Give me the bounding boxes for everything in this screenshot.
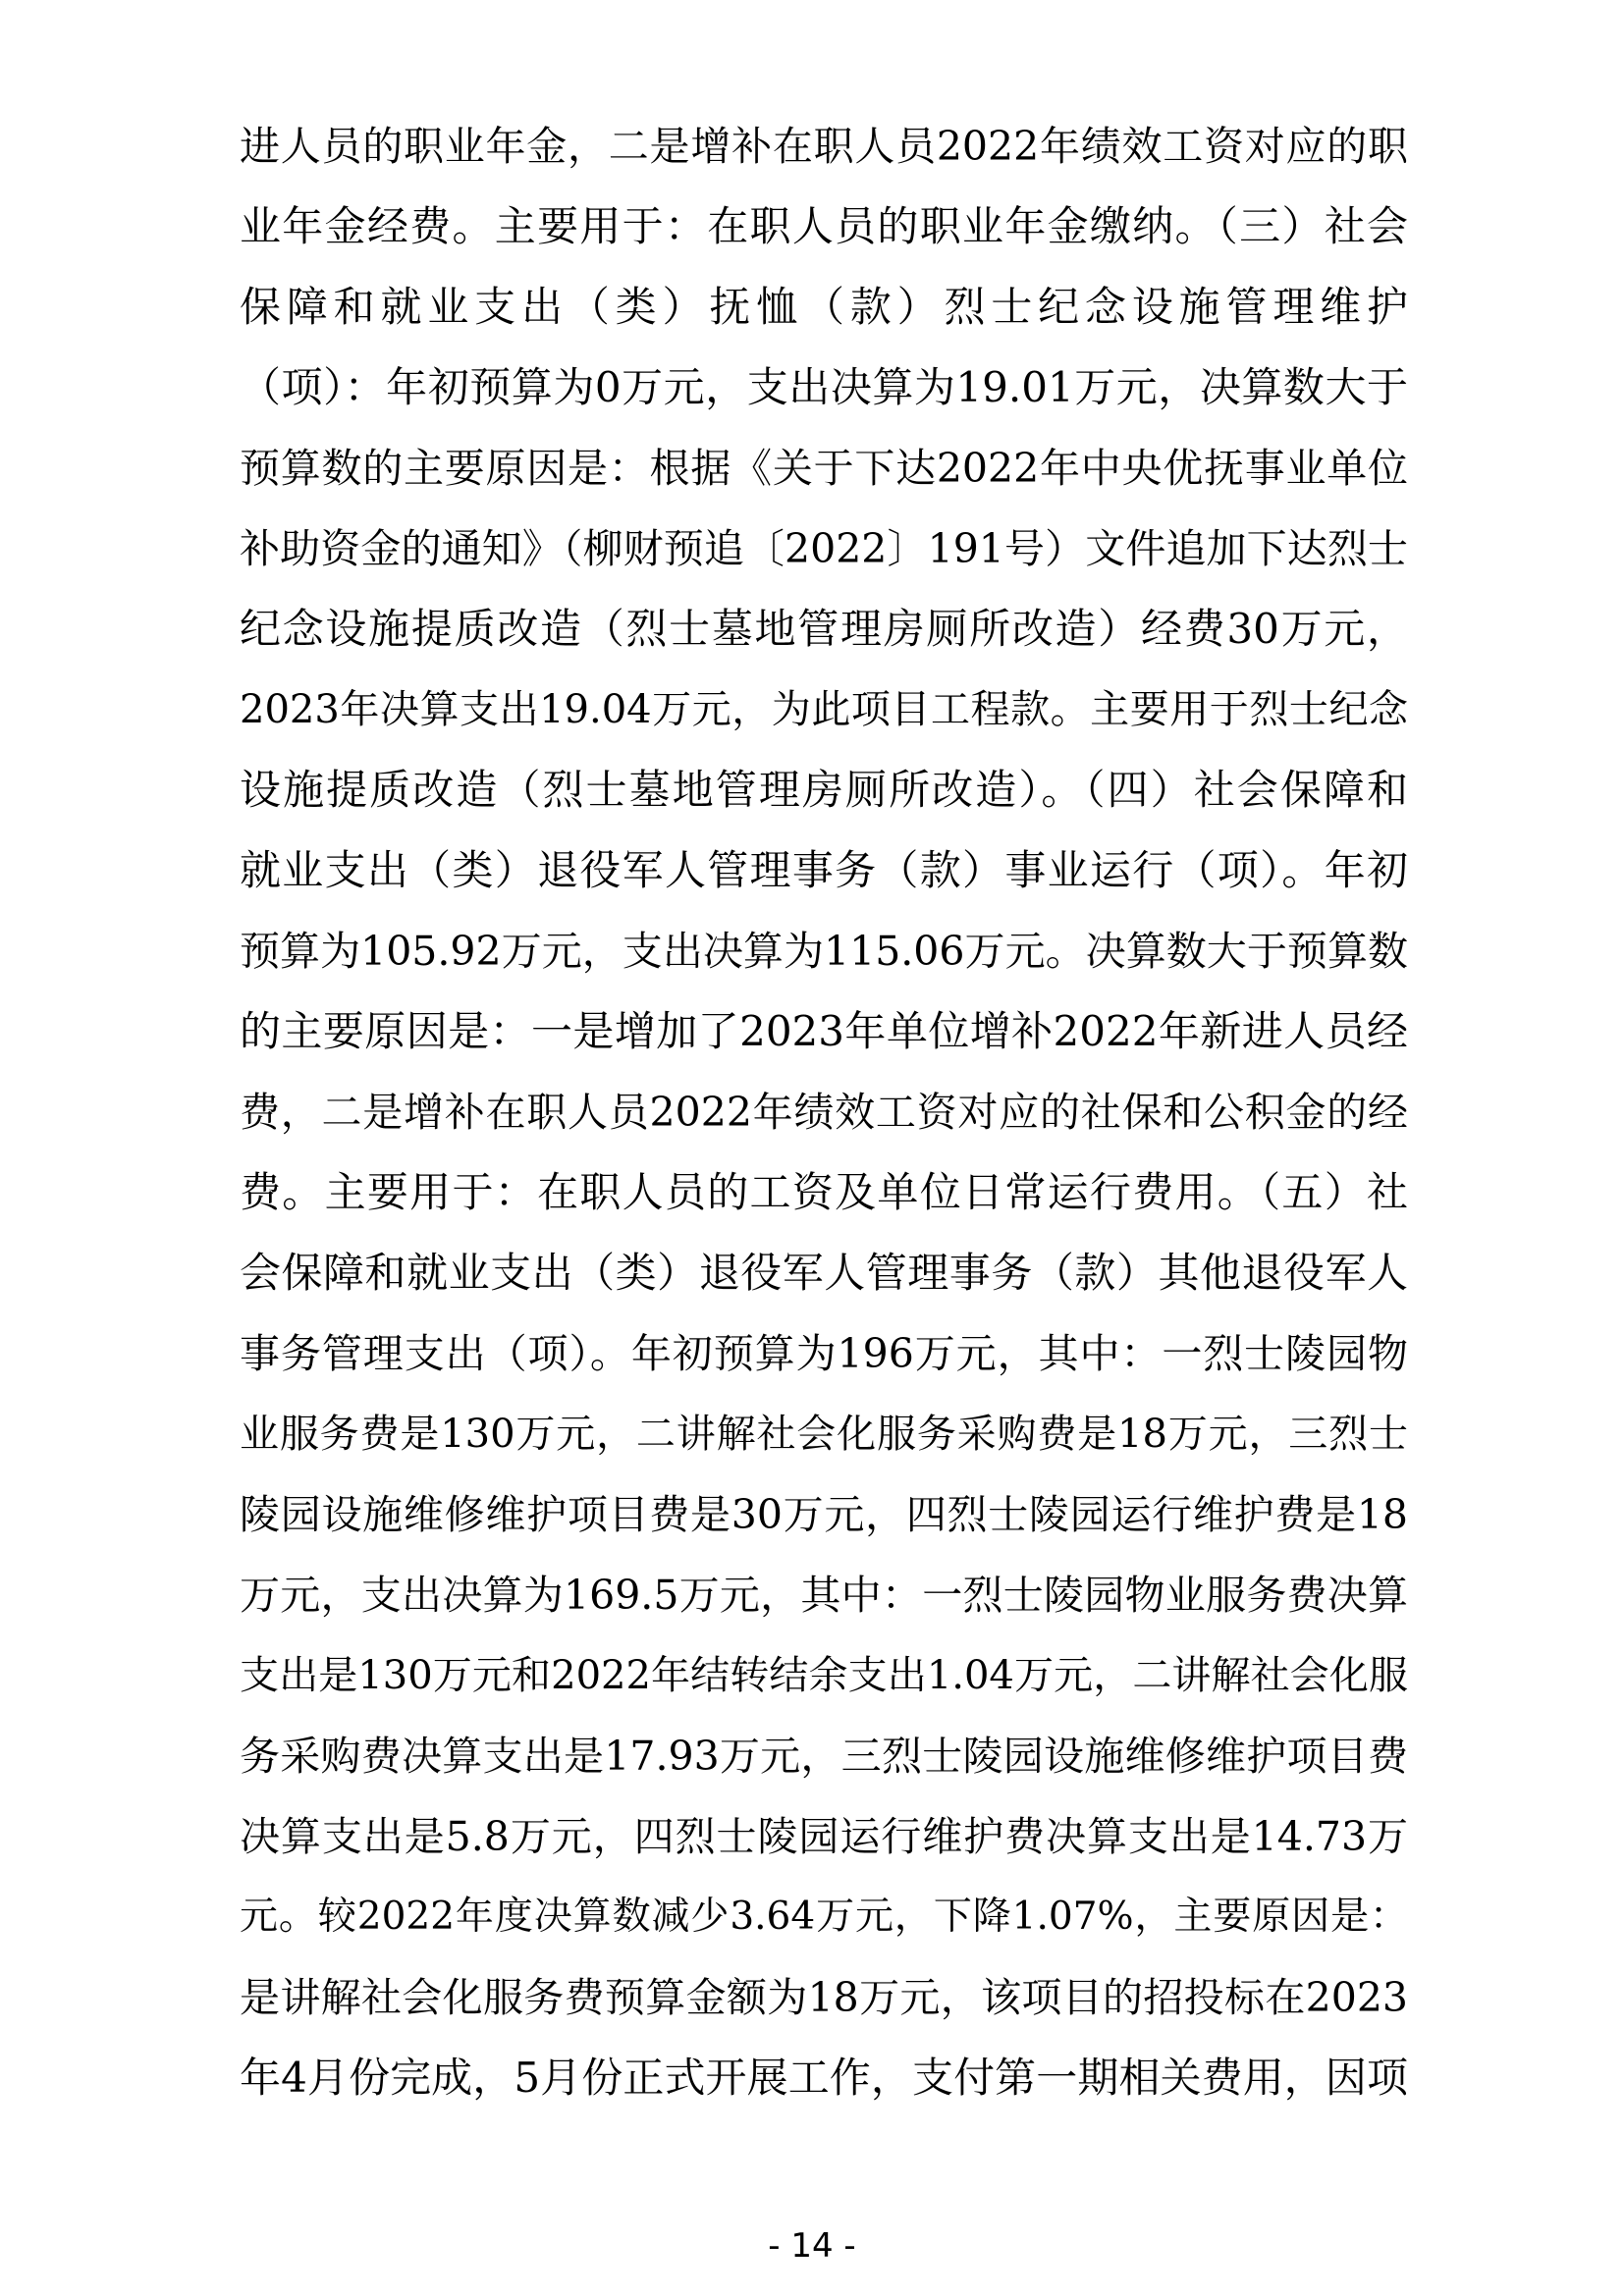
text-line: 业服务费是130万元，二讲解社会化服务采购费是18万元，三烈士 [240,1412,1408,1457]
text-line: 预算为105.92万元，支出决算为115.06万元。决算数大于预算数 [240,928,1408,975]
text-line: 年4月份完成，5月份正式开展工作，支付第一期相关费用，因项 [240,2054,1408,2102]
text-line: 万元，支出决算为169.5万元，其中：一烈士陵园物业服务费决算 [240,1572,1408,1619]
text-line: 纪念设施提质改造（烈士墓地管理房厕所改造）经费30万元， [240,605,1408,653]
text-line: 业年金经费。主要用于：在职人员的职业年金缴纳。（三）社会 [240,202,1408,250]
text-line: 费，二是增补在职人员2022年绩效工资对应的社保和公积金的经 [240,1089,1408,1136]
text-line: 2023年决算支出19.04万元，为此项目工程款。主要用于烈士纪念 [240,687,1408,732]
text-line: 务采购费决算支出是17.93万元，三烈士陵园设施维修维护项目费 [240,1733,1408,1780]
text-line: 就业支出（类）退役军人管理事务（款）事业运行（项）。年初 [240,846,1408,894]
page-number: - 14 - [768,2226,856,2266]
body-text [240,106,1408,2118]
text-line: 事务管理支出（项）。年初预算为196万元，其中：一烈士陵园物 [240,1330,1408,1377]
text-line: 进人员的职业年金，二是增补在职人员2022年绩效工资对应的职 [240,123,1408,170]
text-line: （项）：年初预算为0万元，支出决算为19.01万元，决算数大于 [240,363,1408,411]
text-line: 会保障和就业支出（类）退役军人管理事务（款）其他退役军人 [240,1249,1408,1297]
text-line: 的主要原因是：一是增加了2023年单位增补2022年新进人员经 [240,1007,1408,1055]
text-line: 是讲解社会化服务费预算金额为18万元，该项目的招投标在2023 [240,1974,1408,2021]
text-line: 决算支出是5.8万元，四烈士陵园运行维护费决算支出是14.73万 [240,1813,1408,1860]
text-line: 预算数的主要原因是：根据《关于下达2022年中央优抚事业单位 [240,445,1408,492]
text-line: 补助资金的通知》（柳财预追〔2022〕191号）文件追加下达烈士 [240,525,1408,572]
text-line: 陵园设施维修维护项目费是30万元，四烈士陵园运行维护费是18 [240,1491,1408,1538]
text-line: 设施提质改造（烈士墓地管理房厕所改造）。（四）社会保障和 [240,766,1408,814]
text-line: 元。较2022年度决算数减少3.64万元，下降1.07%，主要原因是： [240,1895,1408,1939]
text-line: 费。主要用于：在职人员的工资及单位日常运行费用。（五）社 [240,1168,1408,1216]
text-line: 保障和就业支出（类）抚恤（款）烈士纪念设施管理维护 [240,283,1408,331]
text-line: 支出是130万元和2022年结转结余支出1.04万元，二讲解社会化服 [240,1653,1408,1698]
